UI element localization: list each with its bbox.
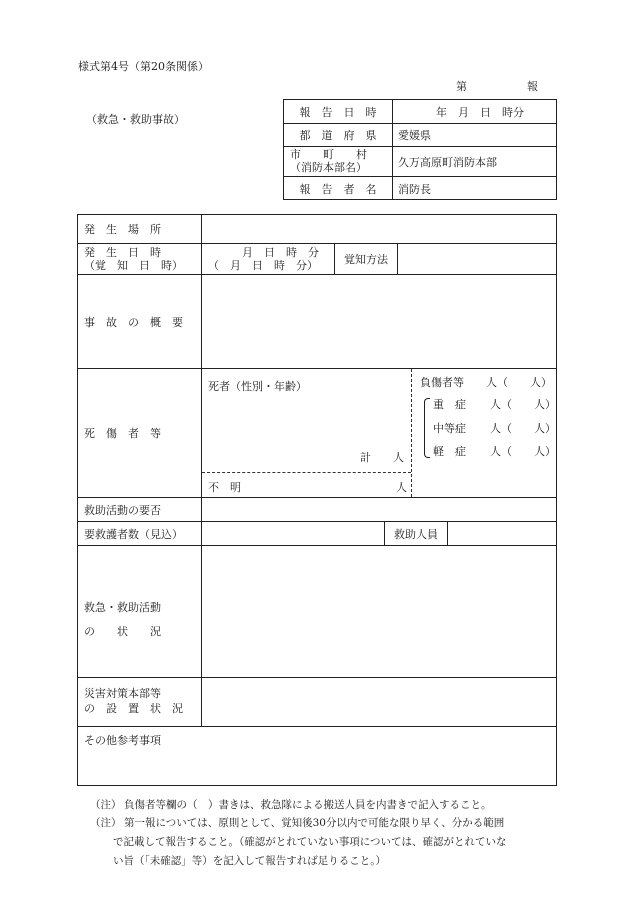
datetime-value-line1: 月 日 時 分 xyxy=(242,246,319,259)
report-number-suffix: 報 xyxy=(527,80,538,93)
other-input[interactable] xyxy=(84,750,554,784)
moderate-label: 中等症 xyxy=(433,422,466,435)
rescue-need-label: 救助活動の要否 xyxy=(84,503,161,517)
location-input[interactable] xyxy=(202,215,556,243)
prefecture-value[interactable]: 愛媛県 xyxy=(398,129,431,142)
form-title: 様式第4号（第20条関係） xyxy=(78,60,209,73)
activity-label xyxy=(84,596,161,644)
detection-method-label: 覚知方法 xyxy=(344,253,388,266)
dead-label: 死者（性別・年齢） xyxy=(208,380,307,393)
municipality-label-line1: 市 町 村 xyxy=(290,148,367,161)
hq-label-line2: の 設 置 状 況 xyxy=(84,702,183,715)
severe-value[interactable]: 人（ 人） xyxy=(490,398,556,411)
injured-header[interactable]: 負傷者等 人（ 人） xyxy=(420,376,552,389)
casualties-label: 死 傷 者 等 xyxy=(84,427,161,440)
overview-input[interactable] xyxy=(202,275,556,368)
municipality-value[interactable]: 久万高原町消防本部 xyxy=(398,155,497,169)
hq-input[interactable] xyxy=(202,678,556,726)
hq-label xyxy=(84,686,183,716)
datetime-value[interactable] xyxy=(208,246,319,272)
activity-input[interactable] xyxy=(202,546,556,677)
rescued-input[interactable] xyxy=(448,522,556,545)
overview-label: 事 故 の 概 要 xyxy=(84,315,183,329)
municipality-label xyxy=(290,148,388,174)
rescued-label: 救助人員 xyxy=(394,527,438,541)
municipality-label-line2: （消防本部名） xyxy=(290,161,367,174)
minor-value[interactable]: 人（ 人） xyxy=(490,445,556,458)
note-1-text: 負傷者等欄の（ ）書きは、救急隊による搬送人員を内書きで記入すること。 xyxy=(124,799,492,811)
note-1-mark: （注） xyxy=(90,799,122,811)
hq-label-line1: 災害対策本部等 xyxy=(84,687,161,700)
category-label: （救急・救助事故） xyxy=(86,113,185,126)
datetime-label-line2: （覚 知 日 時） xyxy=(84,259,183,272)
location-label: 発 生 場 所 xyxy=(84,223,161,236)
detection-method-input[interactable] xyxy=(398,244,556,274)
note-2-line2: で記載して報告すること。（確認がとれていない事項については、確認がとれていな xyxy=(113,836,507,848)
datetime-label xyxy=(84,246,183,272)
note-2-line1: 第一報については、原則として、覚知後30分以内で可能な限り早く、分かる範囲 xyxy=(124,817,505,829)
reporter-name-label: 報 告 者 名 xyxy=(299,182,377,196)
unknown-label: 不 明 xyxy=(208,481,241,494)
activity-label-line2: の 状 況 xyxy=(84,625,161,638)
injured-brace-icon xyxy=(424,398,430,458)
other-label: その他参考事項 xyxy=(84,734,161,747)
rescue-need-input[interactable] xyxy=(202,498,556,521)
datetime-label-line1: 発 生 日 時 xyxy=(84,246,161,259)
activity-label-line1: 救急・救助活動 xyxy=(84,601,161,614)
severe-label: 重 症 xyxy=(433,398,466,411)
report-datetime-label: 報 告 日 時 xyxy=(299,105,377,119)
report-datetime-value[interactable]: 年 月 日 時分 xyxy=(425,105,524,119)
note-2-mark: （注） xyxy=(90,817,122,829)
datetime-value-line2: （ 月 日 時 分） xyxy=(208,259,318,272)
moderate-value[interactable]: 人（ 人） xyxy=(490,422,556,435)
prefecture-label: 都 道 府 県 xyxy=(299,129,377,142)
rescue-count-input[interactable] xyxy=(202,522,384,545)
report-number-prefix: 第 xyxy=(456,80,467,93)
unknown-unit[interactable]: 人 xyxy=(396,481,407,494)
dead-total[interactable]: 計 人 xyxy=(360,451,404,464)
minor-label: 軽 症 xyxy=(433,445,466,458)
rescue-count-label: 要救護者数（見込） xyxy=(84,527,183,541)
reporter-name-value[interactable]: 消防長 xyxy=(398,182,431,196)
note-2-line3: い旨（「未確認」等）を記入して報告すれば足りること。） xyxy=(113,855,386,867)
